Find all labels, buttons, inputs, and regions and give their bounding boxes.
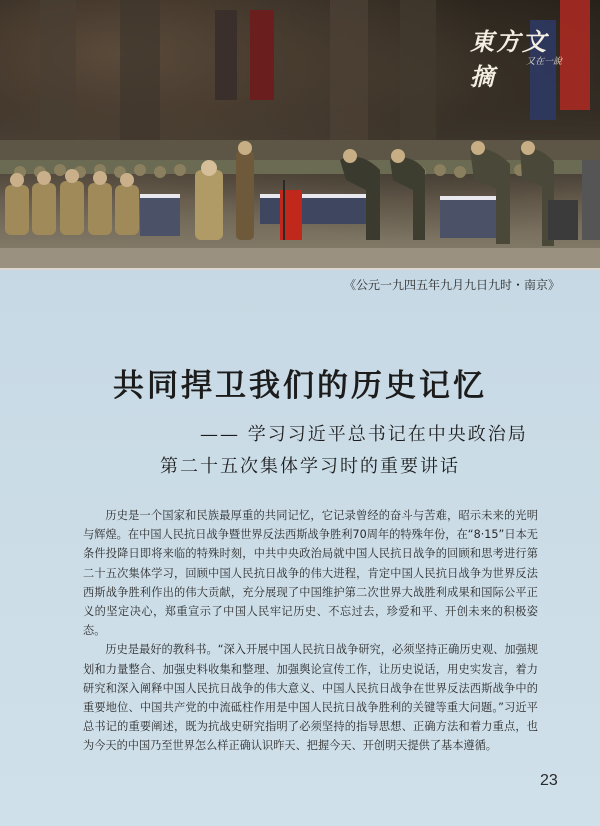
magazine-logo-signature: 又在一說: [526, 57, 563, 67]
article-body: [83, 506, 538, 756]
magazine-logo: [470, 22, 570, 91]
paragraph: 历史是最好的教科书。“深入开展中国人民抗日战争研究，必须坚持正确历史观、加强规划和力量整合、加强史料收集和整理、加强舆论宣传工作，让历史说话，用史实发言，着力研究和深入阐释中国人民抗日战争的伟大意义、中国人民抗日战争在世界反法西斯战争中的重要地位、中国共产党的中流砥柱作用是中国人民抗日战争胜利的关键等重大问题。”习近平总书记的重要阐述，既为抗战史研究指明了必须坚持的指导思想、正确方法和着力重点，也为今天的中国乃至世界怎么样正确认识昨天、把握今天、开创明天提供了基本遵循。: [83, 643, 538, 753]
paragraph: 历史是一个国家和民族最厚重的共同记忆，它记录曾经的奋斗与苦难，昭示未来的光明与辉煌。在中国人民抗日战争暨世界反法西斯战争胜利70周年的特殊年份，在“8·15”日本无条件投降日即将来临的特殊时刻，中共中央政治局就中国人民抗日战争的回顾和思考进行第二十五次集体学习，回顾中国人民抗日战争的伟大进程，肯定中国人民抗日战争为世界反法西斯战争胜利作出的伟大贡献，充分展现了中国维护第二次世界大战胜利成果和国际公平正义的坚定决心，郑重宣示了中国人民牢记历史、不忘过去，珍爱和平、开创未来的积极姿态。: [83, 509, 538, 638]
article-subtitle-line2: 第二十五次集体学习时的重要讲话: [160, 456, 460, 477]
article-subtitle-line1: —— 学习习近平总书记在中央政治局: [200, 424, 528, 445]
historical-photo: [0, 0, 600, 270]
page-number: 23: [540, 772, 558, 789]
article-title: 共同捍卫我们的历史记忆: [113, 368, 487, 404]
magazine-logo-name: 東方文摘: [470, 27, 548, 91]
photo-caption: 《公元一九四五年九月九日九时・南京》: [343, 278, 560, 292]
